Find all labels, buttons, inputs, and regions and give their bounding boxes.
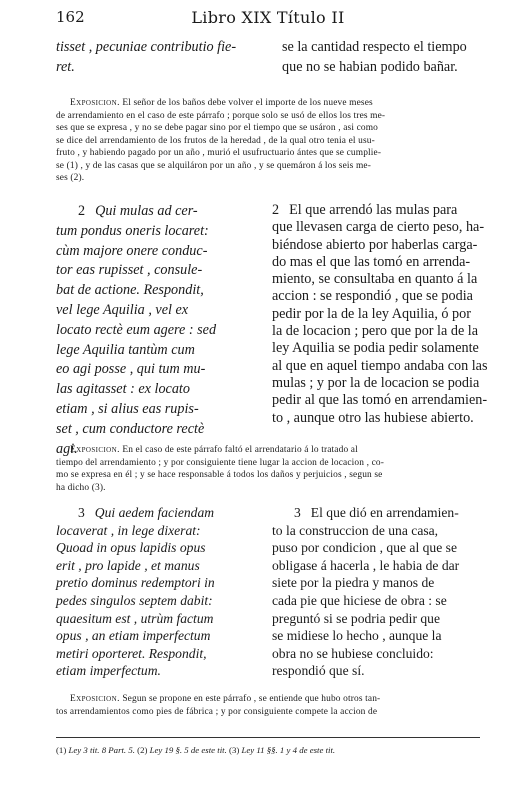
latin-line: locato rectè eum agere : sed: [56, 321, 217, 338]
exposicion-note: [56, 693, 480, 718]
footnote-text: Ley 3 tit. 8 Part. 5.: [68, 745, 135, 755]
latin-line: tor eas rupisset , consule-: [56, 262, 203, 279]
latin-line: lege Aquilia tantùm cum: [56, 341, 195, 358]
footnote-text: Ley 11 §§. 1 y 4 de este tit.: [241, 745, 336, 755]
latin-line: tisset , pecuniae contributio fie-: [56, 39, 237, 55]
spanish-line: to la construccion de una casa,: [272, 522, 439, 538]
spanish-line: biéndose abierto por haberlas carga-: [272, 236, 478, 253]
latin-column: [56, 202, 260, 459]
exposicion-label: Exposicion.: [70, 694, 120, 704]
spanish-line: que llevasen carga de cierto peso, ha-: [272, 219, 485, 236]
spanish-line: al que en aquel tiempo andaba con las: [272, 357, 488, 374]
exposicion-text: El señor de los baños debe volver el importe de los nueve meses: [122, 98, 373, 108]
latin-line: cùm majore onere conduc-: [56, 242, 208, 259]
section-number: 2: [78, 203, 86, 219]
spanish-line: preguntó si se podria pedir que: [272, 610, 440, 626]
exposicion-text: tos arrendamientos como pies de fábrica ; y por consiguiente compete la accion de: [56, 706, 378, 717]
exposicion-text: mo se expresa en él ; y se hace responsable á todos los daños y perjuicios , segun se: [56, 470, 383, 480]
latin-line: Qui aedem faciendam: [94, 505, 215, 520]
latin-line: opus , an etiam imperfectum: [56, 628, 211, 644]
spanish-line: respondió que sí.: [272, 663, 365, 679]
latin-line: etiam imperfectum.: [56, 663, 161, 679]
latin-line: etiam , si alius eas rupis-: [56, 400, 199, 417]
latin-line: ret.: [56, 58, 75, 75]
latin-line: pedes singulos septem dabit:: [56, 592, 213, 608]
footnote-mark: (1): [56, 745, 67, 755]
continuation-block: [56, 38, 480, 88]
exposicion-note: [56, 444, 480, 494]
latin-line: metiri oporteret. Respondit,: [56, 645, 207, 661]
spanish-line: El que dió en arrendamien-: [310, 505, 459, 520]
spanish-line: cada pie que hiciese de obra : se: [272, 592, 447, 608]
exposicion-note: [56, 97, 480, 185]
spanish-line: la de locacion ; pero que por la de la: [272, 323, 479, 340]
spanish-line: mulas ; y por la de locacion se podia: [272, 374, 480, 391]
latin-line: Qui mulas ad cer-: [95, 203, 198, 219]
section-number: 3: [294, 505, 301, 520]
spanish-line: pedir al que las tomó en arrendamien-: [272, 392, 488, 409]
exposicion-text: de arrendamiento en el caso de este párrafo ; porque solo se usó de ellos los tres me-: [56, 110, 386, 121]
footnote-text: Ley 19 §. 5 de este tit.: [149, 745, 227, 755]
footnotes: [56, 745, 480, 755]
spanish-line: to , aunque otro las hubiese abierto.: [272, 409, 474, 426]
latin-column: [56, 504, 260, 680]
latin-line: Quoad in opus lapidis opus: [56, 540, 206, 556]
latin-line: tum pondus oneris locaret:: [56, 222, 209, 239]
page-number: 162: [56, 8, 85, 26]
exposicion-text: se dice del arrendamiento de los frutos de la heredad , de la qual otro tenia el usu-: [56, 135, 375, 146]
exposicion-text: tiempo del arrendamiento ; y por consiguiente tiene lugar la accion de locacion , co-: [56, 457, 384, 468]
spanish-line: se la cantidad respecto el tiempo: [282, 39, 467, 55]
spanish-line: ley Aquilia se podia pedir solamente: [272, 340, 479, 357]
latin-line: vel lege Aquilia , vel ex: [56, 301, 189, 318]
spanish-line: El que arrendó las mulas para: [289, 202, 458, 218]
exposicion-label: Exposicion.: [70, 98, 120, 108]
footnote-mark: (2): [137, 745, 148, 755]
exposicion-text: ses que se expresa , y no se debe pagar sino por el tiempo que se usáron , asi como: [56, 123, 378, 133]
footnote-rule: [56, 737, 480, 738]
page-header: [56, 8, 480, 32]
exposicion-text: Segun se propone en este párrafo , se entiende que hubo otros tan-: [122, 694, 381, 704]
spanish-line: obligase á hacerla , le habia de dar: [272, 557, 460, 573]
latin-line: pretio dominus redemptori in: [56, 575, 215, 591]
exposicion-text: se (1) , y de las casas que se alquiláron por un año , y se quemáron á los seis me-: [56, 160, 371, 171]
latin-column: [56, 38, 260, 78]
exposicion-text: ha dicho (3).: [56, 482, 106, 493]
section-number: 3: [78, 505, 85, 520]
exposicion-label: Exposicion.: [70, 445, 120, 455]
latin-line: erit , pro lapide , et manus: [56, 557, 200, 573]
spanish-line: do mas el que las tomó en arrenda-: [272, 253, 471, 270]
running-title: Libro XIX Título II: [191, 8, 345, 27]
latin-line: bat de actione. Respondit,: [56, 282, 204, 299]
spanish-line: miento, se consultaba en quanto á la: [272, 271, 478, 288]
spanish-column: [282, 38, 480, 78]
spanish-line: que no se habian podido bañar.: [282, 58, 458, 75]
section-3: [56, 504, 480, 684]
latin-line: eo agi posse , qui tum mu-: [56, 361, 206, 378]
exposicion-text: fruto , y habiendo pagado por un año , murió el usufructuario ántes que se cumplie-: [56, 148, 382, 158]
spanish-line: pedir por la de la ley Aquilia, ó por: [272, 305, 471, 322]
latin-line: locaverat , in lege dixerat:: [56, 522, 201, 538]
exposicion-text: En el caso de este párrafo faltó el arrendatario á lo tratado al: [122, 445, 358, 455]
latin-line: quaesitum est , utrùm factum: [56, 610, 214, 626]
spanish-column: [272, 504, 480, 680]
spanish-line: se midiese lo hecho , aunque la: [272, 628, 442, 644]
footnote-mark: (3): [229, 745, 240, 755]
exposicion-text: ses (2).: [56, 173, 85, 183]
spanish-line: accion : se respondió , que se podia: [272, 288, 473, 305]
section-number: 2: [272, 202, 280, 218]
spanish-line: puso por condicion , que al que se: [272, 540, 457, 556]
latin-line: agi.: [56, 440, 78, 457]
spanish-line: obra no se hubiese concluido:: [272, 645, 434, 661]
latin-line: set , cum conductore rectè: [56, 420, 205, 437]
spanish-line: siete por la piedra y manos de: [272, 575, 435, 591]
spanish-column: [272, 202, 488, 427]
latin-line: las agitasset : ex locato: [56, 381, 190, 398]
